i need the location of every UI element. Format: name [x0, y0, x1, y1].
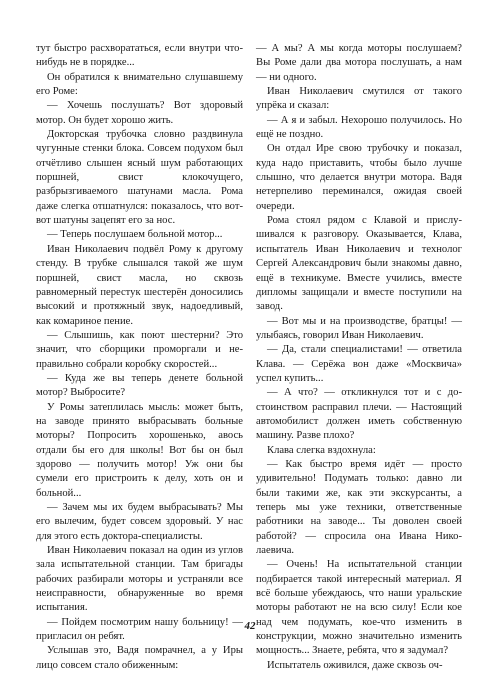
paragraph: Клава слегка вздохнула: — [267, 444, 376, 456]
paragraph: Иван Николаевич показал на один из углов зала испытательной станции. Там бригады рабочих разбирали моторы и устраняли все неисправности, обнаруженные во время испытания. — [36, 545, 243, 614]
left-column — [36, 42, 243, 673]
paragraph: Он обратился к внимательно слушавшему его Роме: — [36, 71, 243, 98]
paragraph: Услышав это, Вадя помрачнел, а у Иры лицо совсем стало обиженным: — [36, 645, 243, 671]
paragraph: У Ромы затеплилась мысль: может быть, на заводе принято выбрасывать больные моторы? Попросить хорошенько, авось отдали бы его для школы! Вот бы он был здорово — получить мотор! Уж они бы сумели его пристроить к делу, хоть он и больной... — [36, 401, 243, 499]
paragraph: — Слышишь, как поют шестерни? Это значит, что сборщики проморгали и неправильно собрали коробку скоростей... — [36, 329, 243, 370]
paragraph: — Куда же вы теперь денете больной мотор? Выбросите? — [36, 372, 243, 399]
paragraph: Рома стоял рядом с Клавой и прислушивался к разговору. Оказывается, Клава, испытатель Иван Николаевич и технолог Сергей Александрович были знакомы давно, ещё в техникуме. Вместе учились, вместе дипломы защищали и вместе поступили на завод. — [256, 215, 462, 313]
page-number: 42 — [244, 620, 256, 632]
paragraph: — А мы? А мы когда моторы послушаем? Вы Роме дали два мотора послушать, а нам — ни одного. — [256, 43, 462, 83]
paragraph: — А что? — откликнулся тот и с достоинством расправил плечи. — Настоящий автомобилист должен иметь собственную машину. Разве плохо? — [256, 387, 462, 442]
paragraph: — Очень! На испытательной станции подбирается такой интересный материал. Я всё больше убеждаюсь, что наши уральские моторы работают не на всю силу! Если кое над чем подумать, кое-что изменить в конструкции, можно значительно изменить мощность... Знаете, ребята, что я задумал? — [256, 559, 462, 657]
paragraph: Испытатель оживился, даже сквозь оч- — [267, 659, 443, 671]
paragraph: — А я и забыл. Нехорошо получилось. Но ещё не поздно. — [256, 114, 462, 141]
paragraph: Иван Николаевич смутился от такого упрёка и сказал: — [256, 86, 462, 112]
right-column — [256, 42, 462, 673]
paragraph: — Теперь послушаем больной мотор... — [47, 229, 223, 241]
paragraph: Он отдал Ире свою трубочку и показал, куда надо приставить, чтобы было лучше слышно, что делается внутри мотора. Вадя нетерпеливо переминался, ожидая своей очереди. — [256, 143, 462, 212]
paragraph: — Как быстро время идёт — просто удивительно! Подумать только: давно ли были такими же, как эти экскурсанты, а теперь мы уже техники, ответственные работники на заводе... Ты доволен своей работой? — спросила она Ивана Николаевича. — [256, 458, 462, 557]
paragraph: — Вот мы и на производстве, братцы! — улыбаясь, говорил Иван Николаевич. — [256, 315, 462, 341]
paragraph: — Зачем мы их будем выбрасывать? Мы его вылечим, будет совсем здоровый. У нас для этого есть доктора-специалисты. — [36, 502, 243, 542]
paragraph: Иван Николаевич подвёл Рому к другому стенду. В трубке слышался такой же шум поршней, свист масла, но сквозь равномерный перестук шестерён доносились высокий и протяжный звук, надоедливый, как комариное пение. — [36, 243, 243, 327]
paragraph: — Да, стали специалистами! — ответила Клава. — Серёжа вон даже «Москвича» успел купить... — [256, 344, 462, 384]
paragraph: — Пойдем посмотрим нашу больницу! — пригласил он ребят. — [36, 616, 243, 643]
paragraph: Докторская трубочка словно раздвинула чугунные стенки блока. Совсем подухом был отчётливо слышен ясный шум работающих поршней, свист клокочущего, разбрызгиваемого шатунами масла. Рома даже слегка отшатнулся: показалось, что вот-вот шатуны зацепят его за нос. — [36, 129, 243, 227]
paragraph: тут быстро расхворататься, если внутри что-нибудь не в порядке... — [36, 43, 243, 69]
paragraph: — Хочешь послушать? Вот здоровый мотор. Он будет хорошо жить. — [36, 100, 243, 126]
